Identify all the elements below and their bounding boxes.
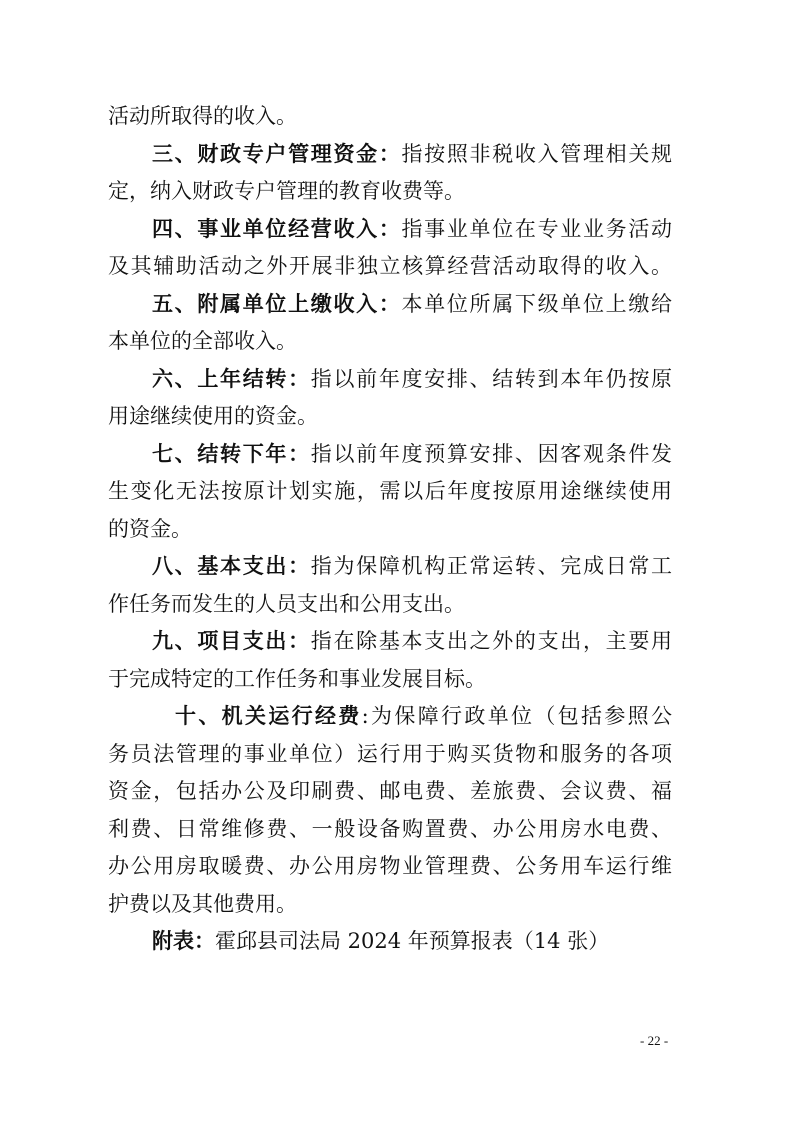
term-label: 四、事业单位经营收入：: [152, 216, 402, 241]
text-line: [108, 848, 672, 886]
line-text: 及其辅助活动之外开展非独立核算经营活动取得的收入。: [108, 254, 672, 278]
line-text: 指为保障机构正常运转、完成日常工: [310, 554, 673, 578]
line-text: :为保障行政单位（包括参照公: [361, 704, 672, 728]
line-text: 指事业单位在专业业务活动: [401, 216, 672, 241]
page-number: - 22 -: [640, 1033, 669, 1048]
term-label: 十、机关运行经费: [175, 704, 362, 728]
text-line: [108, 473, 672, 511]
line-text: 指按照非税收入管理相关规: [401, 141, 672, 166]
term-label: 八、基本支出：: [152, 554, 311, 578]
line-text: 于完成特定的工作任务和事业发展目标。: [108, 666, 486, 691]
line-text: 资金，包括办公及印刷费、邮电费、差旅费、会议费、福: [108, 779, 672, 803]
text-line: [108, 886, 672, 924]
text-line: [108, 811, 672, 849]
term-label: 九、项目支出：: [152, 629, 311, 653]
text-line: [108, 511, 672, 549]
line-text: 本单位所属下级单位上缴给: [401, 291, 672, 316]
text-line: [108, 586, 672, 624]
text-line: [108, 661, 672, 699]
definition-heading-line: [108, 211, 672, 249]
text-line: [108, 398, 672, 436]
line-text: 护费以及其他费用。: [108, 891, 297, 916]
attachment-line: [108, 923, 672, 961]
definition-heading-line: [108, 548, 672, 586]
line-text: 本单位的全部收入。: [108, 329, 297, 353]
definition-heading-line: [108, 286, 672, 324]
term-label: 六、上年结转：: [152, 366, 311, 391]
text-line: [108, 736, 672, 774]
line-text: 生变化无法按原计划实施，需以后年度按原用途继续使用: [108, 479, 672, 503]
document-body: [108, 98, 672, 961]
attachment-label: 附表：: [152, 929, 215, 953]
definition-heading-line: [108, 698, 672, 736]
line-text: 作任务而发生的人员支出和公用支出。: [108, 591, 465, 616]
text-line: [108, 323, 672, 361]
text-line: [108, 173, 672, 211]
line-text: 指以前年度安排、结转到本年仍按原: [310, 366, 673, 391]
text-line: [108, 773, 672, 811]
line-text: 霍邱县司法局 2024 年预算报表（14 张）: [215, 929, 610, 953]
line-text: 指在除基本支出之外的支出，主要用: [310, 629, 673, 653]
line-text: 办公用房取暖费、办公用房物业管理费、公务用车运行维: [108, 854, 672, 878]
text-line: [108, 248, 672, 286]
definition-heading-line: [108, 623, 672, 661]
line-text: 务员法管理的事业单位）运行用于购买货物和服务的各项: [108, 741, 672, 766]
term-label: 七、结转下年：: [152, 441, 311, 466]
line-text: 的资金。: [108, 516, 192, 541]
term-label: 三、财政专户管理资金：: [152, 141, 402, 166]
definition-heading-line: [108, 136, 672, 174]
definition-heading-line: [108, 436, 672, 474]
line-text: 定，纳入财政专户管理的教育收费等。: [108, 179, 465, 203]
text-line: [108, 98, 672, 136]
line-text: 活动所取得的收入。: [108, 104, 297, 128]
line-text: 利费、日常维修费、一般设备购置费、办公用房水电费、: [108, 816, 672, 841]
line-text: 指以前年度预算安排、因客观条件发: [310, 441, 673, 466]
line-text: 用途继续使用的资金。: [108, 404, 318, 428]
definition-heading-line: [108, 361, 672, 399]
term-label: 五、附属单位上缴收入：: [152, 291, 402, 316]
